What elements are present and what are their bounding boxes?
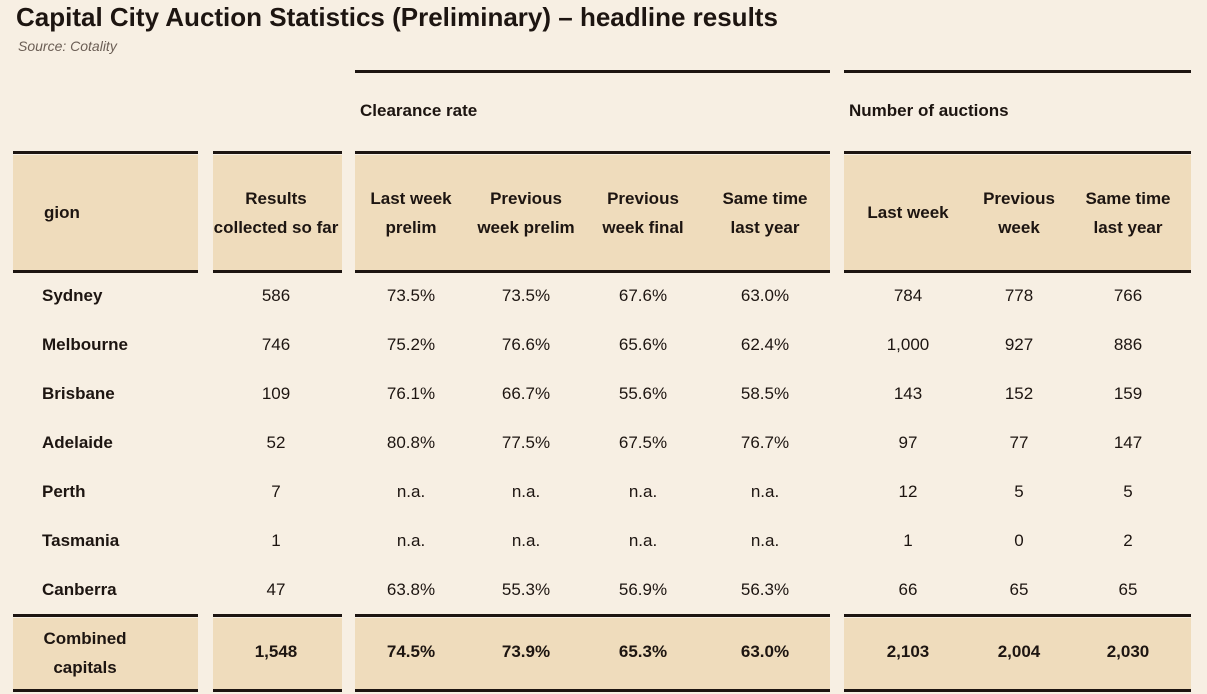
table-cell: 73.5% [501, 286, 551, 305]
table-cell: 1,000 [886, 335, 930, 354]
table-cell: n.a. [396, 531, 426, 550]
table-cell: 2 [1123, 531, 1133, 550]
column-header: Last week prelim [370, 188, 452, 237]
table-cell: 927 [1004, 335, 1034, 354]
header-top-rule [13, 151, 198, 154]
table-cell: 77 [1009, 433, 1029, 452]
total-cell: 2,030 [1106, 642, 1150, 661]
table-cell: 143 [893, 384, 923, 403]
total-bottom-rule [213, 689, 342, 692]
table-cell: 76.6% [501, 335, 551, 354]
total-top-rule [355, 614, 830, 617]
table-cell: 5 [1014, 482, 1024, 501]
group-label-number-of-auctions: Number of auctions [849, 101, 1009, 120]
total-cell: 65.3% [618, 642, 668, 661]
column-header: Results collected so far [213, 188, 339, 237]
column-header-region: gion [44, 203, 80, 222]
table-cell: 75.2% [386, 335, 436, 354]
group-top-rule [844, 70, 1191, 73]
header-top-rule [844, 151, 1191, 154]
table-cell: 886 [1113, 335, 1143, 354]
table-cell: 63.0% [740, 286, 790, 305]
row-label: Tasmania [42, 531, 120, 550]
table-cell: n.a. [396, 482, 426, 501]
total-bottom-rule [355, 689, 830, 692]
table-cell: 152 [1004, 384, 1034, 403]
row-label: Adelaide [42, 433, 113, 452]
table-cell: 0 [1014, 531, 1024, 550]
table-cell: n.a. [750, 531, 780, 550]
table-cell: 784 [893, 286, 923, 305]
table-cell: n.a. [628, 531, 658, 550]
total-cell: 2,103 [886, 642, 930, 661]
total-cell: 1,548 [254, 642, 298, 661]
column-header: Previous week prelim [477, 188, 575, 237]
table-cell: 12 [898, 482, 918, 501]
table-cell: 73.5% [386, 286, 436, 305]
table-cell: 77.5% [501, 433, 551, 452]
total-bottom-rule [13, 689, 198, 692]
total-cell: 74.5% [386, 642, 436, 661]
table-cell: 109 [261, 384, 291, 403]
table-cell: n.a. [750, 482, 780, 501]
header-bottom-rule [844, 270, 1191, 273]
table-cell: 66 [898, 580, 918, 599]
total-top-rule [13, 614, 198, 617]
column-header: Previous week [983, 188, 1055, 237]
table-cell: 55.3% [501, 580, 551, 599]
table-cell: 766 [1113, 286, 1143, 305]
header-bottom-rule [213, 270, 342, 273]
chart-title: Capital City Auction Statistics (Preliminary) – headline results [16, 2, 778, 32]
table-cell: 65.6% [618, 335, 668, 354]
table-cell: 67.6% [618, 286, 668, 305]
table-cell: 76.7% [740, 433, 790, 452]
table-cell: 65 [1009, 580, 1029, 599]
total-top-rule [844, 614, 1191, 617]
group-top-rule [355, 70, 830, 73]
row-label: Melbourne [42, 335, 128, 354]
header-top-rule [355, 151, 830, 154]
table-cell: 147 [1113, 433, 1143, 452]
column-header: Last week [867, 203, 949, 222]
header-bottom-rule [355, 270, 830, 273]
table-cell: n.a. [628, 482, 658, 501]
table-cell: 1 [271, 531, 281, 550]
row-label: Perth [42, 482, 86, 501]
table-cell: n.a. [511, 482, 541, 501]
total-bottom-rule [844, 689, 1191, 692]
table-cell: 47 [266, 580, 286, 599]
table-cell: n.a. [511, 531, 541, 550]
table-cell: 67.5% [618, 433, 668, 452]
chart-source: Source: Cotality [18, 38, 117, 54]
header-bottom-rule [13, 270, 198, 273]
total-cell: 63.0% [740, 642, 790, 661]
table-cell: 65 [1118, 580, 1138, 599]
total-top-rule [213, 614, 342, 617]
table-cell: 76.1% [386, 384, 436, 403]
group-label-clearance-rate: Clearance rate [360, 101, 478, 120]
table-cell: 58.5% [740, 384, 790, 403]
table-cell: 159 [1113, 384, 1143, 403]
header-top-rule [213, 151, 342, 154]
column-header: Same time last year [1085, 188, 1171, 237]
table-cell: 62.4% [740, 335, 790, 354]
table-cell: 778 [1004, 286, 1034, 305]
row-label: Brisbane [42, 384, 115, 403]
table-cell: 56.3% [740, 580, 790, 599]
column-header: Same time last year [722, 188, 808, 237]
table-cell: 55.6% [618, 384, 668, 403]
table-cell: 56.9% [618, 580, 668, 599]
total-cell: 73.9% [501, 642, 551, 661]
table-cell: 1 [903, 531, 913, 550]
table-cell: 63.8% [386, 580, 436, 599]
total-cell: 2,004 [997, 642, 1041, 661]
table-cell: 52 [266, 433, 286, 452]
table-cell: 746 [261, 335, 291, 354]
table-cell: 80.8% [386, 433, 436, 452]
row-label: Sydney [42, 286, 103, 305]
table-cell: 97 [898, 433, 918, 452]
table-cell: 7 [271, 482, 281, 501]
table-cell: 586 [261, 286, 291, 305]
column-header: Previous week final [602, 188, 684, 237]
total-row-label: Combined capitals [43, 629, 127, 677]
table-cell: 5 [1123, 482, 1133, 501]
row-label: Canberra [42, 580, 117, 599]
table-cell: 66.7% [501, 384, 551, 403]
